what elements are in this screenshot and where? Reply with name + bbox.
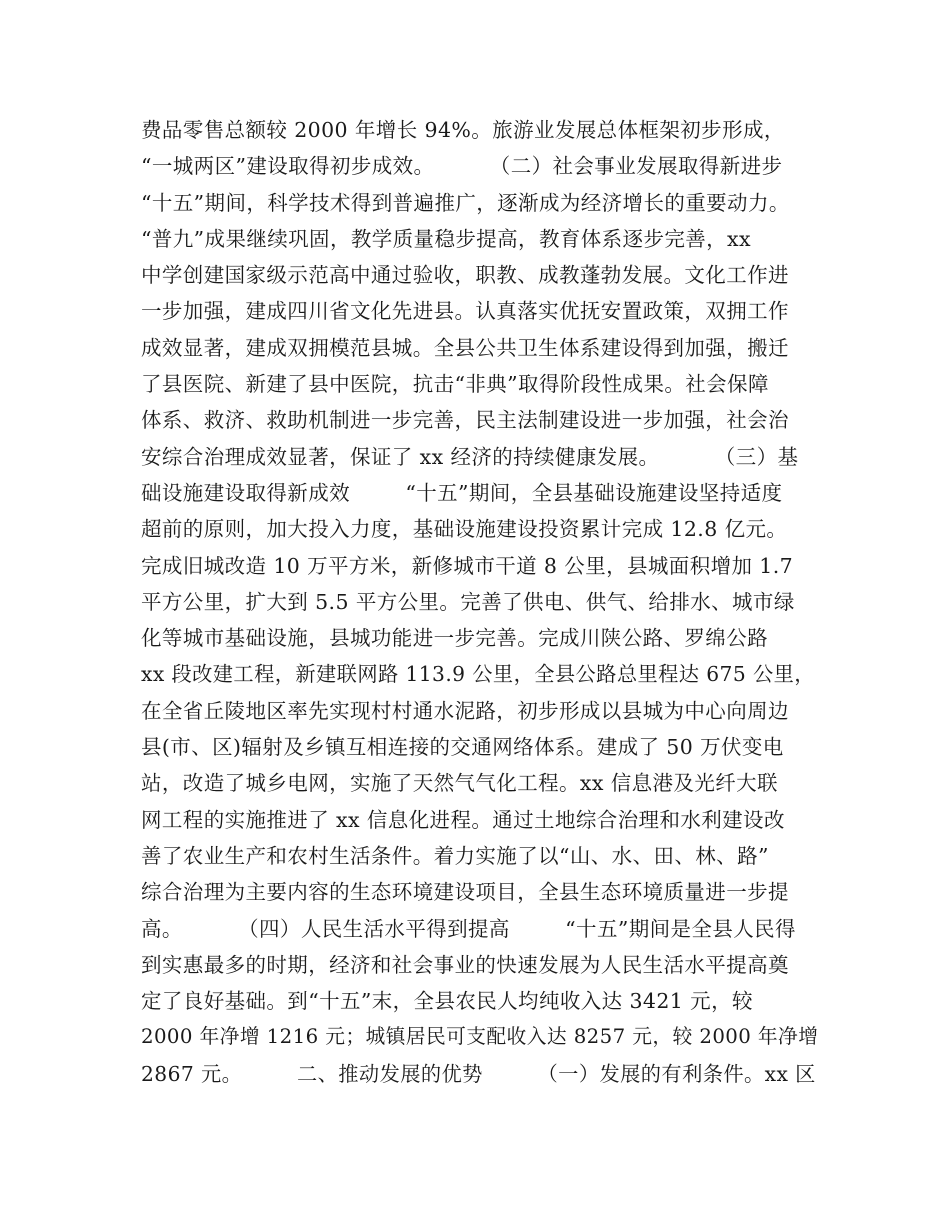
text-line: 高。 （四）人民生活水平得到提高 “十五”期间是全县人民得 <box>141 916 796 941</box>
text-line: 平方公里，扩大到 5.5 平方公里。完善了供电、供气、给排水、城市绿 <box>141 589 795 614</box>
text-line: 网工程的实施推进了 xx 信息化进程。通过土地综合治理和水利建设改 <box>141 807 785 832</box>
text-line: 一步加强，建成四川省文化先进县。认真落实优抚安置政策，双拥工作 <box>141 299 789 324</box>
text-line: 在全省丘陵地区率先实现村村通水泥路，初步形成以县城为中心向周边 <box>141 698 789 723</box>
text-line: 2867 元。 二、推动发展的优势 （一）发展的有利条件。xx 区 <box>141 1061 816 1086</box>
text-line: 2000 年净增 1216 元；城镇居民可支配收入达 8257 元，较 2000 年净增 <box>141 1025 819 1049</box>
text-line: 体系、救济、救助机制进一步完善，民主法制建设进一步加强，社会治 <box>141 408 789 433</box>
text-line: 综合治理为主要内容的生态环境建设项目，全县生态环境质量进一步提 <box>141 880 789 905</box>
text-line: 费品零售总额较 2000 年增长 94%。旅游业发展总体框架初步形成， <box>141 118 785 142</box>
text-line: 成效显著，建成双拥模范县城。全县公共卫生体系建设得到加强，搬迁 <box>141 335 789 360</box>
text-line: 化等城市基础设施，县城功能进一步完善。完成川陕公路、罗绵公路 <box>141 626 768 651</box>
text-line: 中学创建国家级示范高中通过验收，职教、成教蓬勃发展。文化工作进 <box>141 263 789 288</box>
text-line: “十五”期间，科学技术得到普遍推广，逐渐成为经济增长的重要动力。 <box>141 190 790 215</box>
text-line: “一城两区”建设取得初步成效。 （二）社会事业发展取得新进步 <box>141 154 783 179</box>
text-line: 站，改造了城乡电网，实施了天然气气化工程。xx 信息港及光纤大联 <box>141 771 778 796</box>
text-line: “普九”成果继续巩固，教学质量稳步提高，教育体系逐步完善，xx <box>141 226 751 251</box>
text-line: 完成旧城改造 10 万平方米，新修城市干道 8 公里，县城面积增加 1.7 <box>141 553 794 578</box>
text-line: 定了良好基础。到“十五”末，全县农民人均纯收入达 3421 元，较 <box>141 989 753 1014</box>
text-line: xx 段改建工程，新建联网路 113.9 公里，全县公路总里程达 675 公里， <box>141 662 815 687</box>
text-line: 县(市、区)辐射及乡镇互相连接的交通网络体系。建成了 50 万伏变电 <box>141 735 784 760</box>
text-line: 安综合治理成效显著，保证了 xx 经济的持续健康发展。 （三）基 <box>141 444 799 469</box>
text-line: 了县医院、新建了县中医院，抗击“非典”取得阶段性成果。社会保障 <box>141 372 769 397</box>
body-text <box>141 112 821 1092</box>
text-line: 超前的原则，加大投入力度，基础设施建设投资累计完成 12.8 亿元。 <box>141 517 788 542</box>
text-line: 到实惠最多的时期，经济和社会事业的快速发展为人民生活水平提高奠 <box>141 952 789 977</box>
text-line: 善了农业生产和农村生活条件。着力实施了以“山、水、田、林、路” <box>141 843 769 868</box>
text-line: 础设施建设取得新成效 “十五”期间，全县基础设施建设坚持适度 <box>141 480 783 505</box>
